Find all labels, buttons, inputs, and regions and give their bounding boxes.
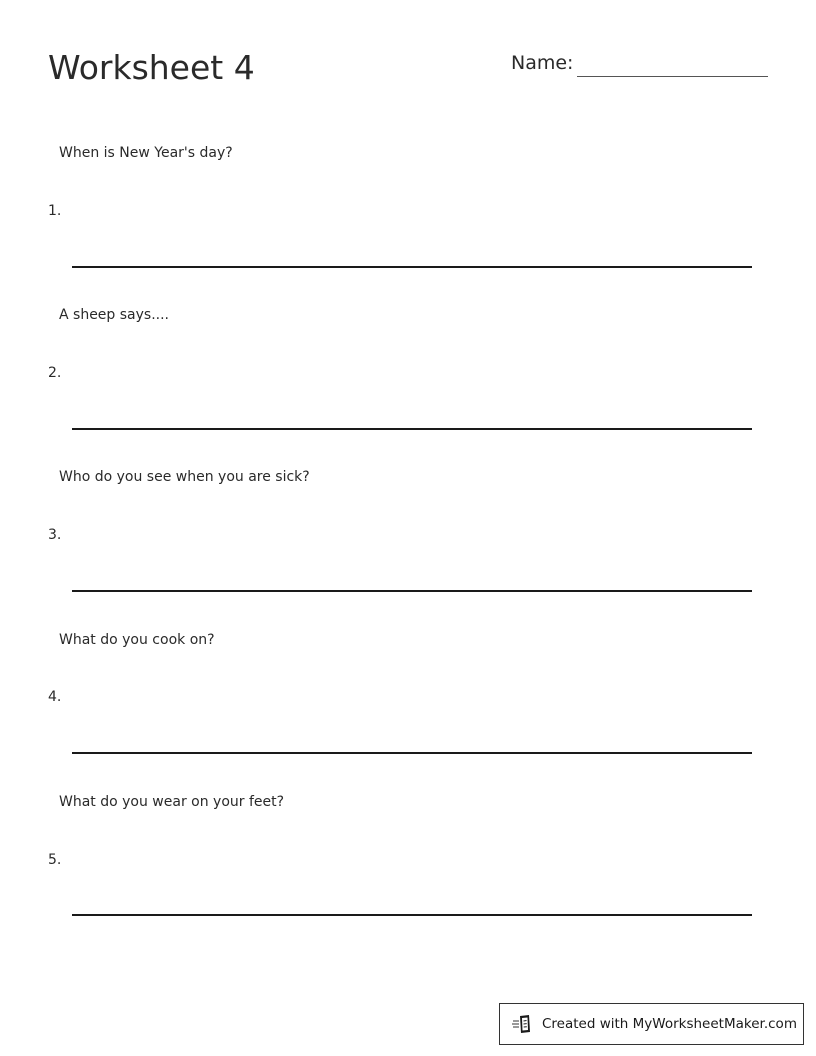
- answer-line-1[interactable]: [72, 266, 752, 268]
- question-prompt-1: When is New Year's day?: [59, 145, 233, 161]
- name-field-line[interactable]: [577, 76, 768, 77]
- answer-line-5[interactable]: [72, 914, 752, 916]
- answer-line-3[interactable]: [72, 590, 752, 592]
- question-number-4: 4.: [48, 689, 62, 705]
- question-prompt-3: Who do you see when you are sick?: [59, 469, 310, 485]
- question-number-5: 5.: [48, 852, 62, 868]
- page-title: Worksheet 4: [48, 48, 255, 87]
- question-number-1: 1.: [48, 203, 62, 219]
- answer-line-2[interactable]: [72, 428, 752, 430]
- question-number-3: 3.: [48, 527, 62, 543]
- question-prompt-4: What do you cook on?: [59, 632, 215, 648]
- footer-credit-badge[interactable]: [499, 1003, 804, 1045]
- footer-credit-text: Created with MyWorksheetMaker.com: [542, 1016, 797, 1032]
- name-label: Name:: [511, 52, 574, 74]
- question-prompt-2: A sheep says....: [59, 307, 170, 323]
- question-number-2: 2.: [48, 365, 62, 381]
- question-prompt-5: What do you wear on your feet?: [59, 794, 285, 810]
- answer-line-4[interactable]: [72, 752, 752, 754]
- worksheet-maker-logo-icon: [512, 1013, 534, 1035]
